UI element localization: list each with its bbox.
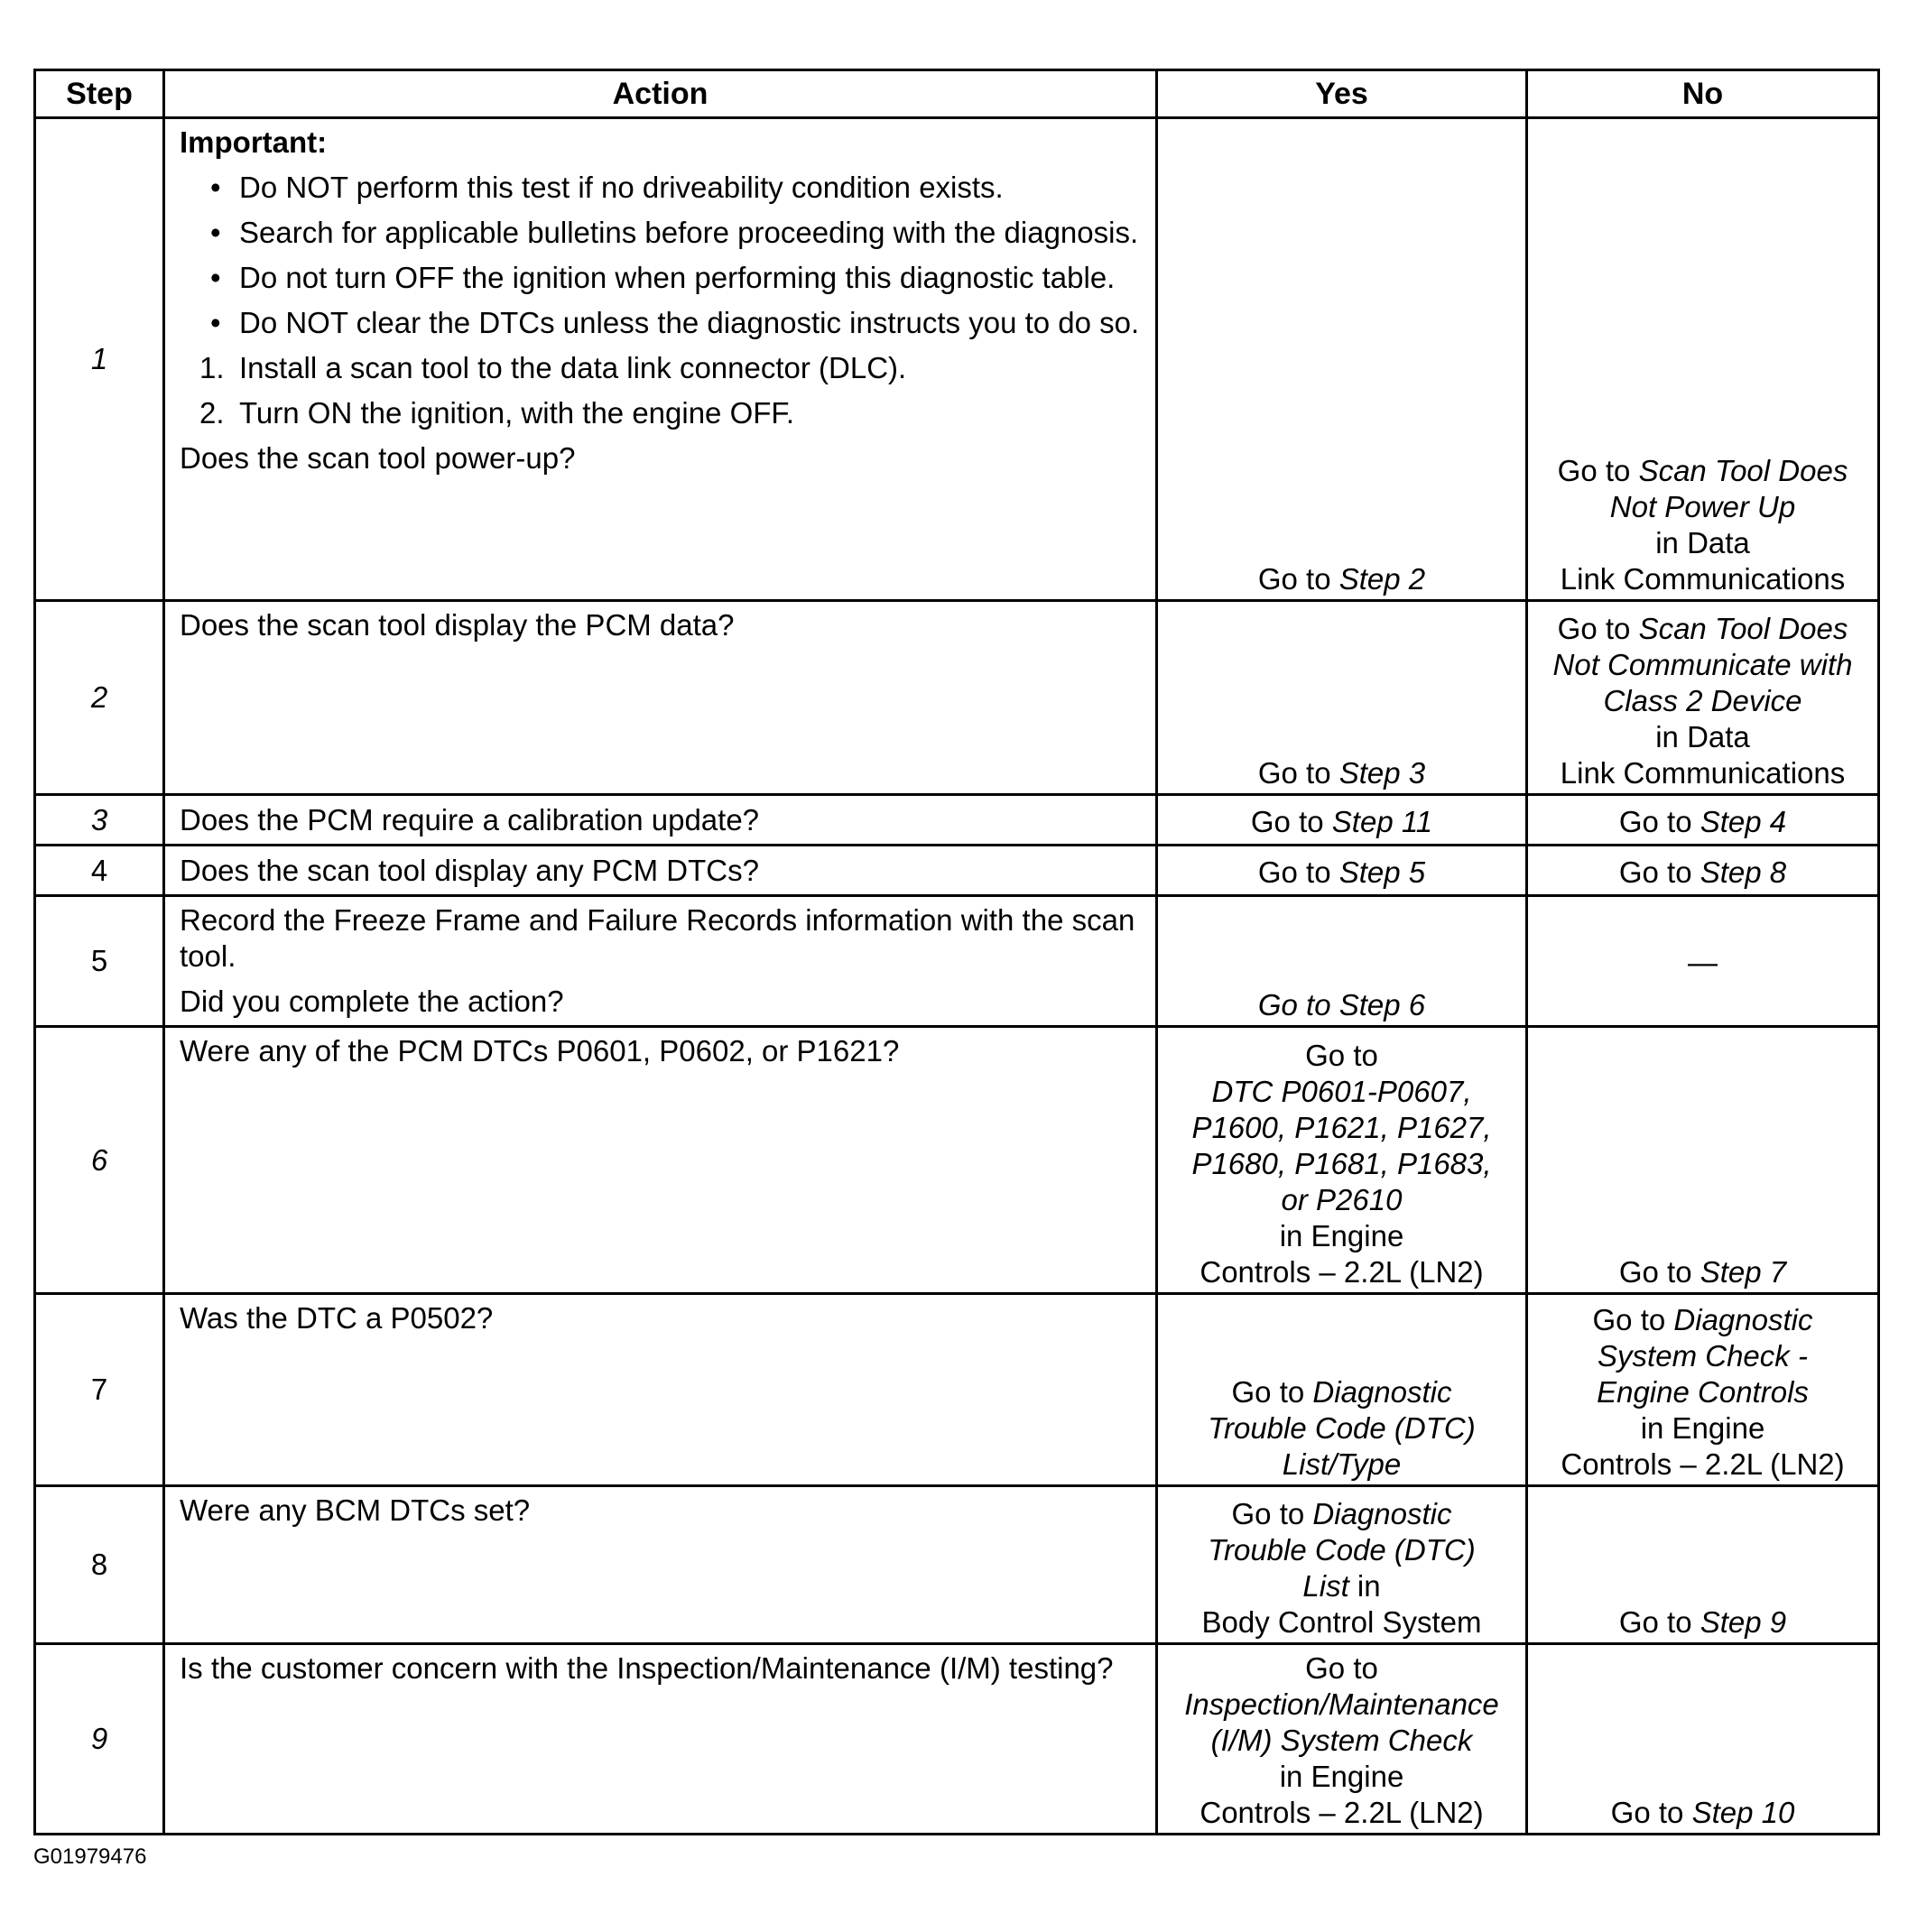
header-step: Step (35, 70, 164, 118)
doc-link[interactable]: Scan Tool Does (1638, 454, 1848, 487)
question-text: Does the scan tool power-up? (180, 441, 576, 475)
yes-result (1162, 755, 1522, 791)
doc-link[interactable]: Inspection/Maintenance (1184, 1687, 1499, 1721)
step-number: 1 (35, 118, 164, 601)
question-text: Does the PCM require a calibration update? (180, 802, 760, 837)
step-link[interactable]: Step 4 (1700, 804, 1787, 838)
question-text: Were any BCM DTCs set? (180, 1493, 531, 1527)
doc-link[interactable]: Not Power Up (1609, 490, 1796, 523)
list-item: • Do not turn OFF the ignition when performing this diagnostic table. (239, 260, 1141, 296)
table-row (35, 896, 1879, 1027)
no-cell (1527, 1486, 1879, 1644)
action-text: Record the Freeze Frame and Failure Records information with the scan tool. (180, 903, 1135, 973)
question-text: Did you complete the action? (180, 984, 564, 1018)
question-text: Does the scan tool display the PCM data? (180, 608, 735, 642)
action-cell (164, 1644, 1157, 1835)
table-row (35, 118, 1879, 601)
yes-result-line: Controls – 2.2L (LN2) (1199, 1796, 1484, 1829)
action-cell (164, 1294, 1157, 1486)
result-prefix: Go to (1257, 855, 1331, 889)
doc-link[interactable]: List (1302, 1569, 1349, 1603)
no-result (1532, 1604, 1874, 1641)
action-cell (164, 601, 1157, 795)
doc-link[interactable]: Engine Controls (1597, 1375, 1809, 1409)
result-prefix: Go to (1257, 562, 1331, 596)
step-number: 2 (35, 601, 164, 795)
yes-result-line: in Engine (1279, 1760, 1404, 1793)
doc-link[interactable]: (I/M) System Check (1210, 1724, 1473, 1757)
no-result (1532, 804, 1874, 840)
step-number: 6 (35, 1027, 164, 1294)
doc-link[interactable]: List/Type (1282, 1447, 1402, 1481)
table-row (35, 1644, 1879, 1835)
list-item (199, 395, 1141, 431)
yes-result (1162, 561, 1522, 597)
yes-result-line (1162, 1374, 1522, 1410)
result-prefix: Go to (1231, 1497, 1305, 1530)
action-cell (164, 118, 1157, 601)
no-result-line: in Engine (1640, 1411, 1765, 1445)
no-result-dash: — (1688, 946, 1718, 979)
step-link[interactable]: Step 7 (1700, 1255, 1787, 1289)
step-link[interactable]: Step 10 (1691, 1796, 1795, 1829)
result-prefix: Go to (1618, 1605, 1692, 1639)
doc-link[interactable]: Trouble Code (DTC) (1208, 1533, 1476, 1567)
result-prefix: Go to (1618, 1255, 1692, 1289)
yes-result (1162, 804, 1522, 840)
result-prefix: Go to (1231, 1375, 1305, 1409)
step-link[interactable]: Step 3 (1338, 756, 1426, 790)
action-cell (164, 896, 1157, 1027)
doc-link[interactable]: System Check - (1598, 1339, 1808, 1373)
step-number: 4 (35, 846, 164, 896)
doc-link[interactable]: P1680, P1681, P1683, (1191, 1147, 1492, 1180)
no-result (1532, 855, 1874, 891)
step-link[interactable]: Go to Step 6 (1257, 988, 1426, 1021)
doc-link[interactable]: Diagnostic (1312, 1375, 1452, 1409)
no-result (1532, 1795, 1874, 1831)
result-prefix: Go to (1618, 855, 1692, 889)
list-number: 2. (199, 396, 225, 430)
step-link[interactable]: Step 9 (1700, 1605, 1787, 1639)
header-row (35, 70, 1879, 118)
step-link[interactable]: Step 2 (1338, 562, 1426, 596)
result-prefix: Go to (1610, 1796, 1684, 1829)
step-link[interactable]: Step 5 (1338, 855, 1426, 889)
no-result-line: in Data (1655, 720, 1750, 753)
yes-result-line (1162, 1568, 1522, 1604)
question-text: Was the DTC a P0502? (180, 1301, 494, 1335)
no-cell (1527, 118, 1879, 601)
procedure-list (180, 350, 1141, 431)
list-text: Install a scan tool to the data link connector (DLC). (239, 351, 907, 384)
yes-cell (1157, 601, 1527, 795)
doc-link[interactable]: Not Communicate with (1552, 648, 1853, 681)
yes-result-line: Controls – 2.2L (LN2) (1199, 1255, 1484, 1289)
list-item: • Do NOT perform this test if no driveability condition exists. (239, 170, 1141, 206)
no-result-line: Controls – 2.2L (LN2) (1561, 1447, 1845, 1481)
yes-cell (1157, 1027, 1527, 1294)
doc-link[interactable]: P1600, P1621, P1627, (1191, 1111, 1492, 1144)
figure-id: G01979476 (33, 1844, 147, 1869)
doc-link[interactable]: DTC P0601-P0607, (1211, 1075, 1472, 1108)
question-text: Does the scan tool display any PCM DTCs? (180, 853, 759, 887)
doc-link[interactable]: or P2610 (1281, 1183, 1403, 1216)
step-number: 9 (35, 1644, 164, 1835)
doc-link[interactable]: Class 2 Device (1603, 684, 1802, 717)
yes-result (1162, 855, 1522, 891)
result-prefix: Go to (1557, 612, 1631, 645)
doc-link[interactable]: Trouble Code (DTC) (1208, 1411, 1476, 1445)
no-result-line (1532, 453, 1874, 489)
step-number: 7 (35, 1294, 164, 1486)
yes-cell (1157, 118, 1527, 601)
no-result-line (1532, 611, 1874, 647)
yes-cell (1157, 846, 1527, 896)
list-number: 1. (199, 351, 225, 384)
yes-cell (1157, 1294, 1527, 1486)
doc-link[interactable]: Scan Tool Does (1638, 612, 1848, 645)
list-text: Turn ON the ignition, with the engine OFF. (239, 396, 795, 430)
step-link[interactable]: Step 11 (1331, 804, 1433, 838)
doc-link[interactable]: Diagnostic (1312, 1497, 1452, 1530)
action-cell (164, 795, 1157, 846)
no-cell (1527, 1644, 1879, 1835)
yes-cell (1157, 1644, 1527, 1835)
important-label: Important: (180, 125, 328, 159)
yes-cell (1157, 795, 1527, 846)
no-cell (1527, 795, 1879, 846)
yes-result-line: Go to (1305, 1039, 1378, 1072)
doc-link[interactable]: Diagnostic (1673, 1303, 1813, 1336)
table-row (35, 1027, 1879, 1294)
no-cell (1527, 896, 1879, 1027)
yes-result-line: in Engine (1279, 1219, 1404, 1253)
important-list (180, 170, 1141, 341)
table-row (35, 1294, 1879, 1486)
no-result (1532, 1254, 1874, 1290)
yes-cell (1157, 1486, 1527, 1644)
list-item: • Do NOT clear the DTCs unless the diagnostic instructs you to do so. (239, 305, 1141, 341)
result-prefix: Go to (1618, 804, 1692, 838)
action-cell (164, 846, 1157, 896)
action-cell (164, 1486, 1157, 1644)
header-action: Action (164, 70, 1157, 118)
step-link[interactable]: Step 8 (1700, 855, 1787, 889)
step-number: 8 (35, 1486, 164, 1644)
action-cell (164, 1027, 1157, 1294)
yes-result-line: Body Control System (1201, 1605, 1482, 1639)
no-cell (1527, 601, 1879, 795)
no-result-line (1532, 1302, 1874, 1338)
no-result-line: in Data (1655, 526, 1750, 559)
table-row (35, 795, 1879, 846)
yes-result-line: Go to (1305, 1651, 1378, 1685)
no-cell (1527, 1027, 1879, 1294)
header-yes: Yes (1157, 70, 1527, 118)
result-prefix: Go to (1557, 454, 1631, 487)
result-suffix: in (1348, 1569, 1381, 1603)
no-result-line: Link Communications (1560, 756, 1846, 790)
result-prefix: Go to (1257, 756, 1331, 790)
table-row (35, 1486, 1879, 1644)
no-cell (1527, 846, 1879, 896)
table-row (35, 601, 1879, 795)
list-item: • Search for applicable bulletins before proceeding with the diagnosis. (239, 215, 1141, 251)
no-cell (1527, 1294, 1879, 1486)
question-text: Is the customer concern with the Inspection/Maintenance (I/M) testing? (180, 1651, 1114, 1685)
question-text: Were any of the PCM DTCs P0601, P0602, or P1621? (180, 1034, 900, 1068)
yes-result-line (1162, 1496, 1522, 1532)
result-prefix: Go to (1592, 1303, 1666, 1336)
list-item (199, 350, 1141, 386)
step-number: 3 (35, 795, 164, 846)
yes-cell (1157, 896, 1527, 1027)
table-row (35, 846, 1879, 896)
result-prefix: Go to (1250, 804, 1324, 838)
no-result-line: Link Communications (1560, 562, 1846, 596)
step-number: 5 (35, 896, 164, 1027)
diagnostic-table (33, 69, 1880, 1835)
header-no: No (1527, 70, 1879, 118)
